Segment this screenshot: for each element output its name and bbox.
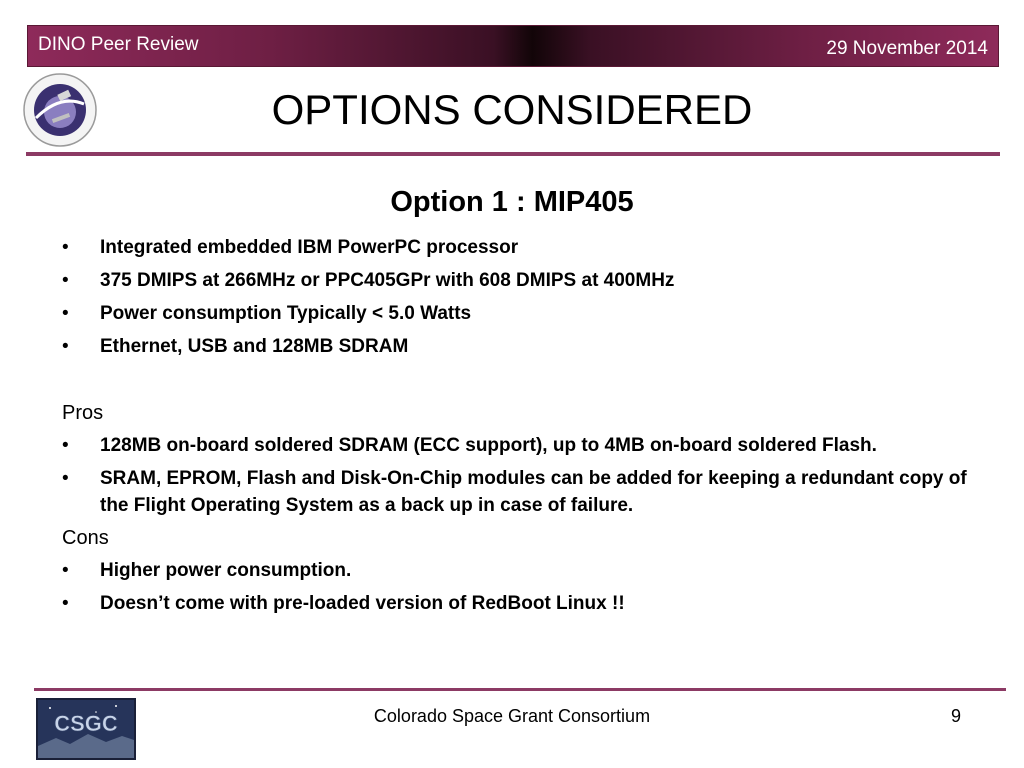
pros-item-text: SRAM, EPROM, Flash and Disk-On-Chip modules can be added for keeping a redundant copy of the Flight Operating System as a back up in case of failure. bbox=[100, 468, 967, 516]
footer-org: Colorado Space Grant Consortium bbox=[373, 706, 651, 726]
bullet-icon: • bbox=[62, 336, 69, 357]
option-heading: Option 1 : MIP405 bbox=[390, 186, 634, 218]
footer-divider bbox=[34, 688, 1006, 691]
header-date: 29 November 2014 bbox=[826, 38, 988, 59]
option-bullet-text: 375 DMIPS at 266MHz or PPC405GPr with 608 DMIPS at 400MHz bbox=[100, 270, 675, 291]
cons-label: Cons bbox=[62, 527, 109, 549]
list-item bbox=[62, 267, 972, 294]
title-divider bbox=[26, 152, 1000, 156]
csgc-logo-text: CSGC bbox=[54, 711, 118, 736]
list-item bbox=[62, 432, 972, 459]
page-number: 9 bbox=[951, 706, 962, 726]
bullet-icon: • bbox=[62, 468, 69, 489]
bullet-icon: • bbox=[62, 270, 69, 291]
pros-label: Pros bbox=[62, 402, 104, 424]
slide-content bbox=[62, 234, 972, 623]
slide-title: OPTIONS CONSIDERED bbox=[271, 86, 753, 133]
list-item bbox=[62, 234, 972, 261]
list-item bbox=[62, 333, 972, 360]
cons-item-text: Higher power consumption. bbox=[100, 560, 352, 581]
list-item bbox=[62, 557, 972, 584]
pros-item-text: 128MB on-board soldered SDRAM (ECC support), up to 4MB on-board soldered Flash. bbox=[100, 435, 877, 456]
header-title: DINO Peer Review bbox=[38, 34, 199, 55]
bullet-icon: • bbox=[62, 303, 69, 324]
bullet-icon: • bbox=[62, 560, 69, 581]
section-spacer bbox=[62, 366, 972, 400]
option-bullet-text: Power consumption Typically < 5.0 Watts bbox=[100, 303, 472, 324]
bullet-icon: • bbox=[62, 593, 69, 614]
list-item bbox=[62, 300, 972, 327]
bullet-icon: • bbox=[62, 237, 69, 258]
list-item bbox=[62, 465, 972, 519]
list-item bbox=[62, 590, 972, 617]
option-bullet-text: Integrated embedded IBM PowerPC processor bbox=[100, 237, 519, 258]
option-bullet-text: Ethernet, USB and 128MB SDRAM bbox=[100, 336, 409, 357]
bullet-icon: • bbox=[62, 435, 69, 456]
header-bar bbox=[27, 25, 999, 67]
cons-item-text: Doesn’t come with pre-loaded version of RedBoot Linux !! bbox=[100, 593, 625, 614]
